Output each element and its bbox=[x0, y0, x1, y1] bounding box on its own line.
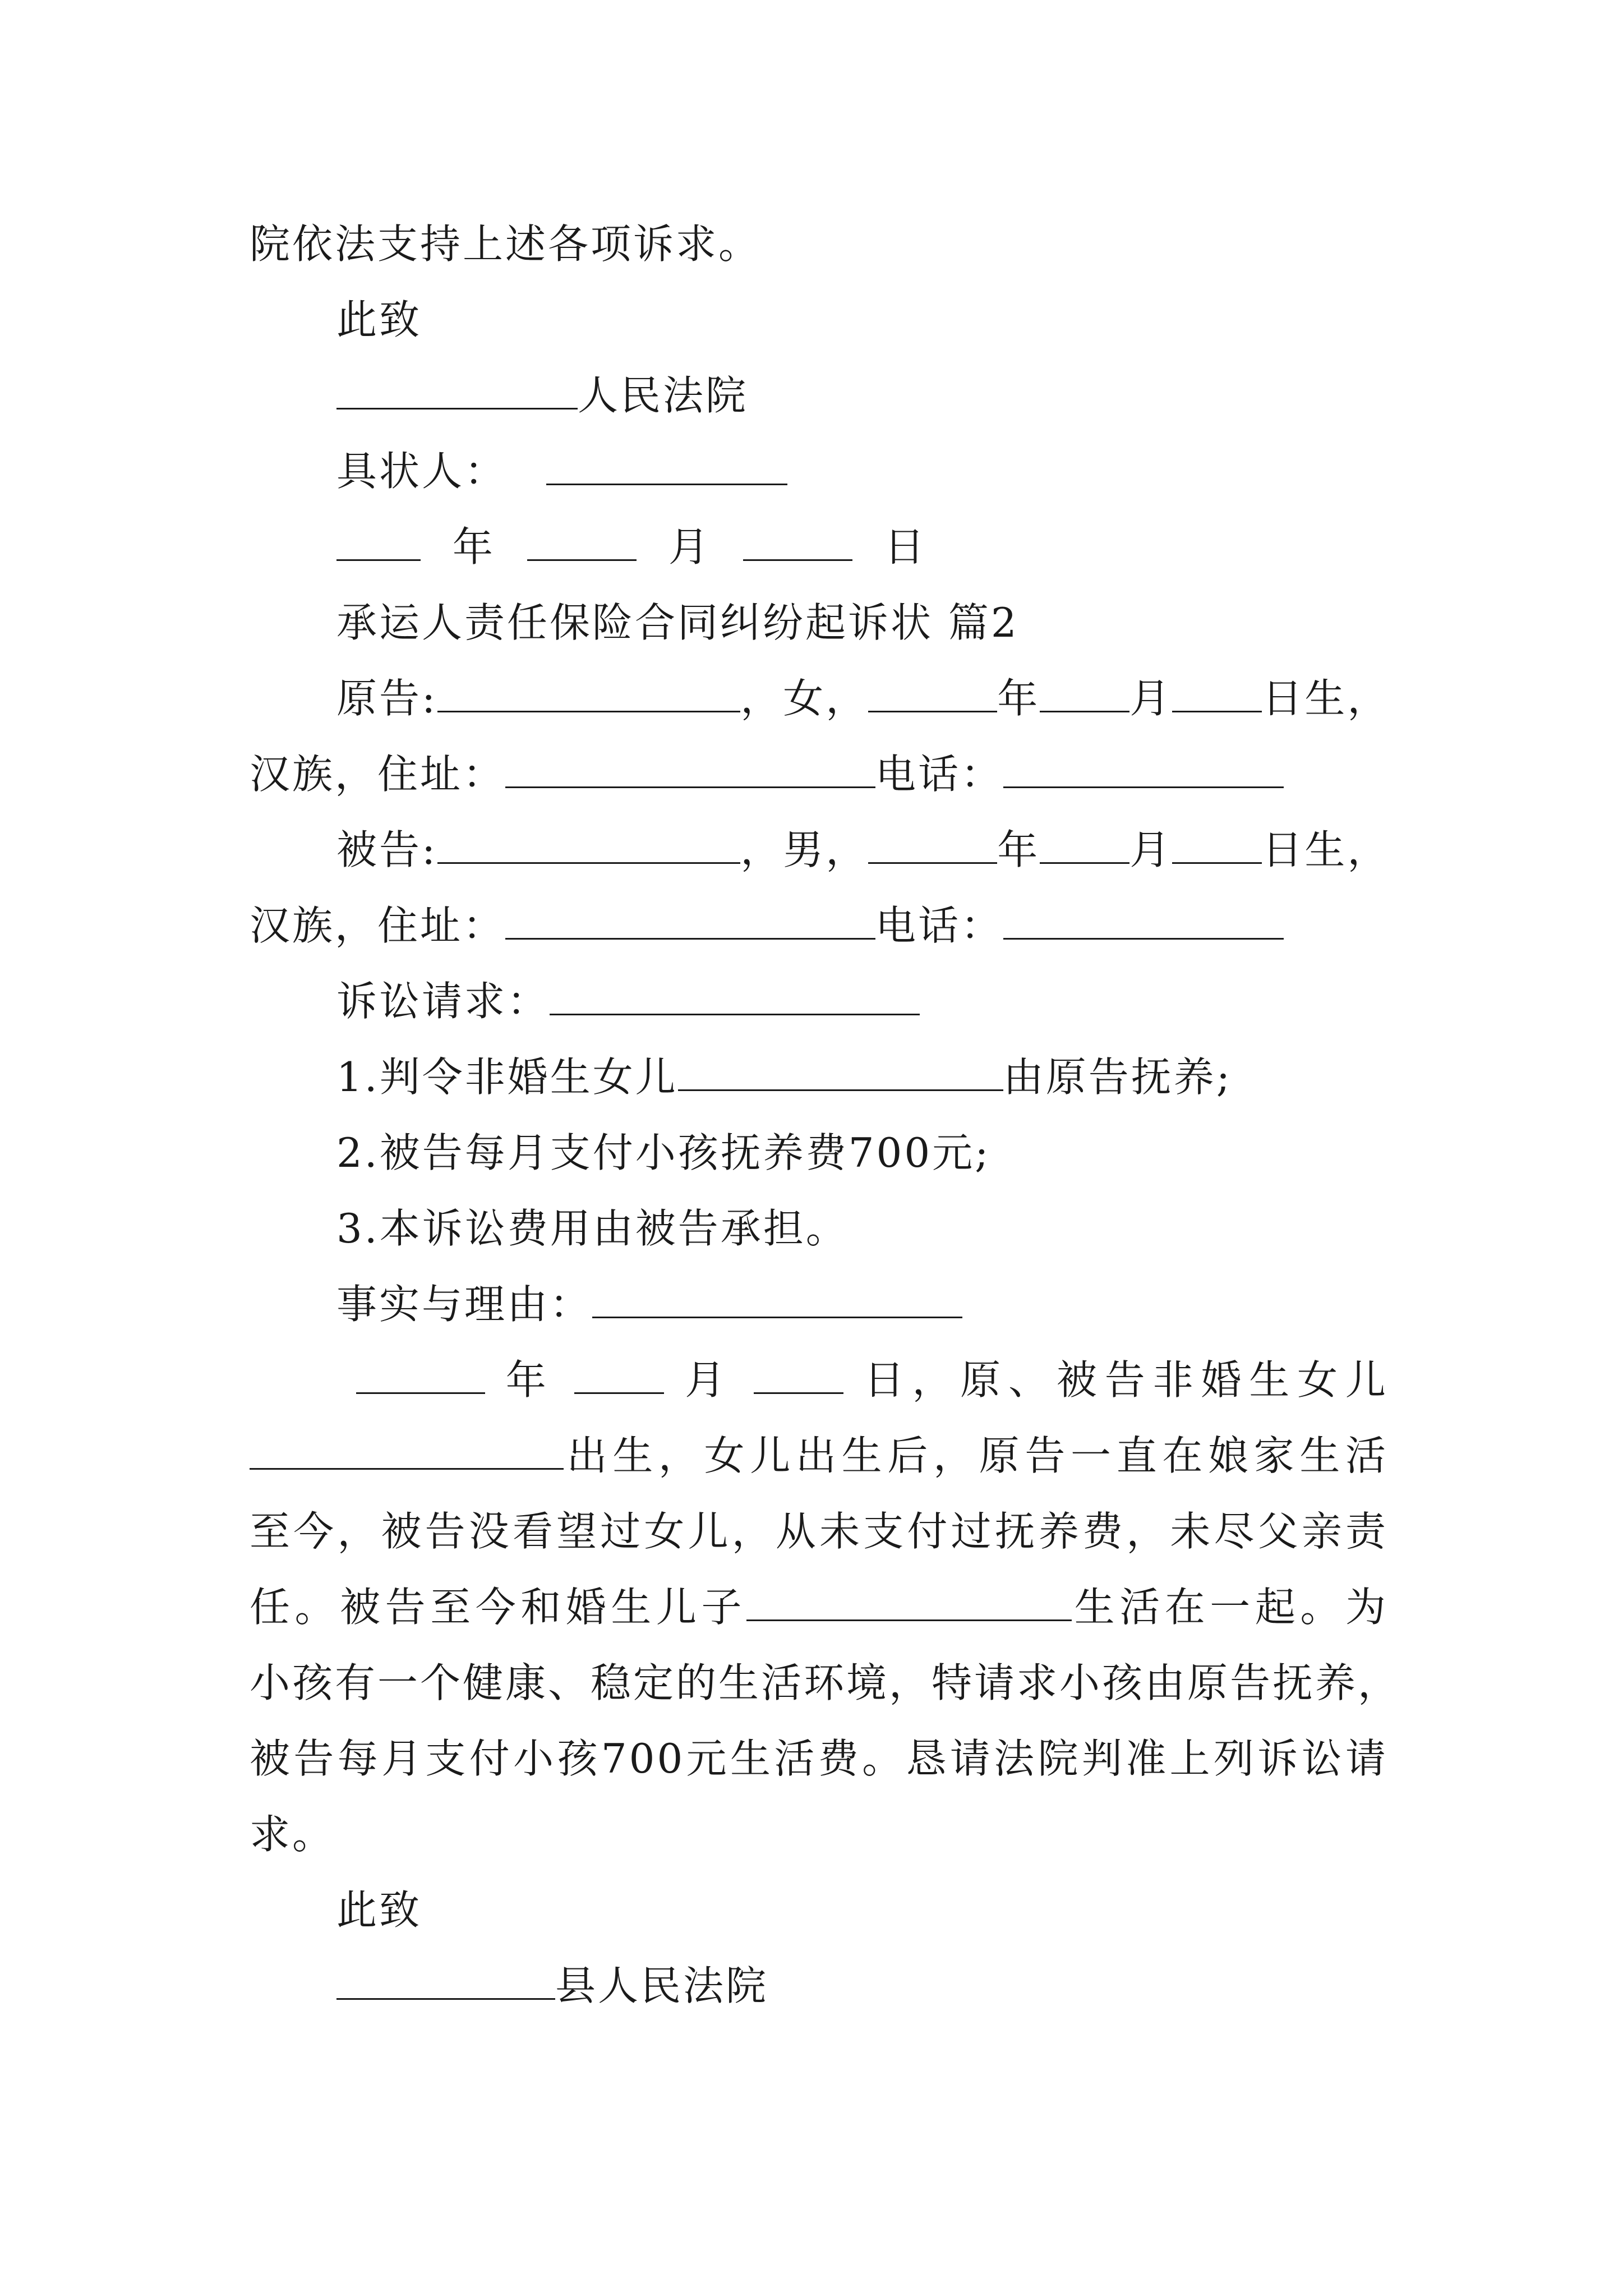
claim-1 bbox=[336, 1049, 1232, 1105]
text: 电话： bbox=[875, 751, 1004, 798]
salutation-1 bbox=[336, 292, 422, 348]
text: 承运人责任保险合同纠纷起诉状 篇2 bbox=[336, 599, 1019, 646]
son-name-blank[interactable] bbox=[746, 1584, 1072, 1621]
text: 任。被告至今和婚生儿子 bbox=[250, 1584, 747, 1631]
defendant-month-blank[interactable] bbox=[1040, 826, 1129, 864]
facts-line-1 bbox=[250, 1352, 1388, 1408]
plaintiff-day-blank[interactable] bbox=[1172, 675, 1262, 712]
text: 被告每月支付小孩700元生活费。恳请法院判准上列诉讼请 bbox=[250, 1735, 1388, 1782]
claim-2 bbox=[336, 1125, 990, 1181]
defendant-year-blank[interactable] bbox=[868, 826, 997, 864]
text: 诉讼请求： bbox=[336, 978, 550, 1025]
date-line-1 bbox=[336, 519, 944, 575]
facts-line-5 bbox=[250, 1655, 1401, 1711]
text: 月 bbox=[1129, 675, 1173, 722]
text: 月 bbox=[1129, 826, 1173, 873]
facts-heading bbox=[336, 1276, 962, 1332]
claims-heading bbox=[336, 973, 920, 1029]
facts-year-blank[interactable] bbox=[356, 1356, 485, 1394]
petitioner-line bbox=[336, 443, 787, 499]
plaintiff-address-line bbox=[250, 746, 1284, 802]
defendant-address-blank[interactable] bbox=[505, 902, 875, 940]
defendant-line bbox=[336, 822, 1390, 878]
text: 此致 bbox=[336, 1887, 422, 1934]
text: 被告: bbox=[336, 826, 438, 873]
section-heading bbox=[336, 595, 1019, 651]
facts-month-blank[interactable] bbox=[574, 1356, 664, 1394]
text: 电话： bbox=[875, 902, 1004, 949]
text: 2.被告每月支付小孩抚养费700元; bbox=[336, 1129, 991, 1176]
text: 汉族，住址： bbox=[250, 751, 506, 798]
month-blank[interactable] bbox=[527, 523, 637, 561]
text: 县人民法院 bbox=[555, 1962, 769, 2009]
court-line-1 bbox=[336, 367, 748, 424]
claim-3 bbox=[336, 1200, 849, 1257]
facts-day-blank[interactable] bbox=[754, 1356, 843, 1394]
petitioner-blank[interactable] bbox=[546, 448, 787, 485]
text: 1.判令非婚生女儿 bbox=[336, 1053, 678, 1101]
text: 此致 bbox=[336, 296, 422, 343]
plaintiff-month-blank[interactable] bbox=[1040, 675, 1129, 712]
text: 求。 bbox=[250, 1811, 335, 1858]
facts-blank[interactable] bbox=[592, 1281, 962, 1318]
defendant-day-blank[interactable] bbox=[1172, 826, 1262, 864]
text: 人民法院 bbox=[578, 372, 749, 419]
defendant-phone-blank[interactable] bbox=[1003, 902, 1284, 940]
facts-line-3 bbox=[250, 1503, 1388, 1559]
court-blank[interactable] bbox=[336, 372, 578, 409]
text-line-1 bbox=[250, 216, 761, 272]
facts-line-4 bbox=[250, 1579, 1388, 1635]
text: 日 bbox=[884, 523, 927, 570]
facts-line-2 bbox=[250, 1428, 1388, 1484]
text: 年 bbox=[997, 675, 1040, 722]
daughter-name-blank[interactable] bbox=[678, 1053, 1003, 1091]
claims-blank[interactable] bbox=[550, 978, 920, 1015]
text: 月 bbox=[668, 523, 711, 570]
court-line-2 bbox=[336, 1958, 768, 2014]
plaintiff-address-blank[interactable] bbox=[505, 751, 875, 788]
text: 生活在一起。为 bbox=[1072, 1584, 1388, 1631]
text: 至今，被告没看望过女儿，从未支付过抚养费，未尽父亲责 bbox=[250, 1508, 1388, 1555]
text: ，男， bbox=[740, 826, 869, 873]
text: 月 bbox=[685, 1356, 733, 1404]
text: 小孩有一个健康、稳定的生活环境，特请求小孩由原告抚养， bbox=[250, 1659, 1401, 1706]
day-blank[interactable] bbox=[743, 523, 852, 561]
text: 院依法支持上述各项诉求。 bbox=[250, 220, 762, 268]
year-blank[interactable] bbox=[336, 523, 421, 561]
text: 年 bbox=[505, 1356, 554, 1404]
salutation-2 bbox=[336, 1882, 422, 1938]
text: 汉族，住址： bbox=[250, 902, 506, 949]
text: 3.本诉讼费用由被告承担。 bbox=[336, 1205, 849, 1252]
text: 出生，女儿出生后，原告一直在娘家生活 bbox=[564, 1432, 1388, 1479]
text: 日生， bbox=[1262, 675, 1390, 722]
text: 原告: bbox=[336, 675, 438, 722]
text: 具状人： bbox=[336, 448, 508, 495]
text: 日生， bbox=[1262, 826, 1390, 873]
text: 日，原、被告非婚生女儿 bbox=[864, 1356, 1388, 1404]
text: 年 bbox=[452, 523, 495, 570]
plaintiff-line bbox=[336, 670, 1390, 726]
defendant-name-blank[interactable] bbox=[437, 826, 740, 864]
plaintiff-year-blank[interactable] bbox=[868, 675, 997, 712]
defendant-address-line bbox=[250, 898, 1284, 954]
text: 由原告抚养; bbox=[1003, 1053, 1232, 1101]
plaintiff-phone-blank[interactable] bbox=[1003, 751, 1284, 788]
plaintiff-name-blank[interactable] bbox=[437, 675, 740, 712]
text: 事实与理由： bbox=[336, 1281, 593, 1328]
facts-line-6 bbox=[250, 1731, 1388, 1787]
facts-line-7 bbox=[250, 1806, 335, 1862]
text: ，女， bbox=[740, 675, 869, 722]
daughter-name-blank-2[interactable] bbox=[250, 1432, 564, 1470]
county-court-blank[interactable] bbox=[336, 1962, 555, 2000]
text: 年 bbox=[997, 826, 1040, 873]
